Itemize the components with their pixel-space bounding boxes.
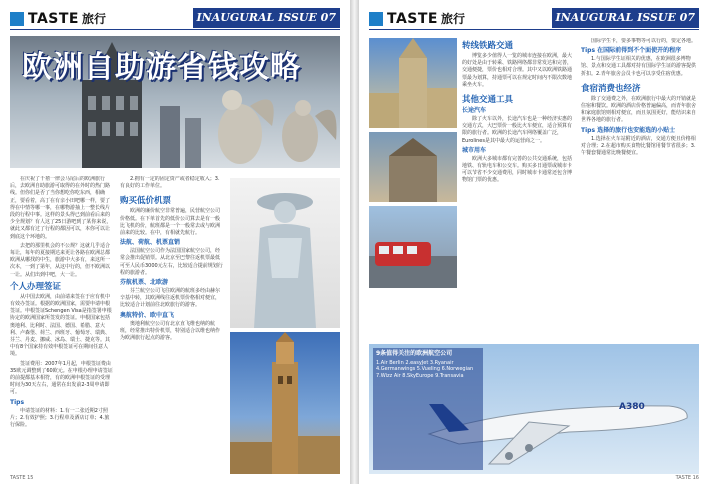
taste-logo-right [369, 10, 465, 27]
tips-text: 申请签证的材料：1.有一二张近期2寸照片；2.有效护照；3.行程单及酒店订单；4.旅行保险。 [10, 407, 110, 429]
tips-lodging-text: 1.选择在火车站附近的酒店，交通方便且价格相对合理；2.在超市购买食物比餐馆用餐节省很多；3.午餐套餐通常比晚餐便宜。 [581, 135, 696, 157]
cathedral-photo [369, 38, 457, 128]
a380-label: A380 [619, 402, 645, 412]
logo-square-icon [369, 12, 383, 26]
right-header [369, 8, 699, 30]
finnair-text: 芬兰航空公司飞往欧洲的航班多经由赫尔辛基中转，其欧洲线往返机票价格相对便宜，比较适合计划前往北欧旅行的游客。 [120, 288, 221, 309]
austrian-text: 奥地利航空公司有北京直飞维也纳的航班，经常推出特价机票，特别适合以维也纳作为欧洲旅行起点的游客。 [120, 320, 221, 342]
statue-photo [230, 178, 340, 328]
tower-icon [230, 332, 340, 474]
lodging-text: 除了交通费之外，在欧洲旅行中最大的开销就是住宿和餐饮。欧洲的酒店价格普遍偏高，而青年旅舍和家庭旅馆则相对便宜，而且氛围更好，能结识来自世界各地的旅行者。 [581, 95, 697, 124]
airplane-photo [369, 344, 699, 474]
right-column-2 [581, 38, 699, 338]
brand-cn: 旅行 [82, 12, 107, 26]
taste-logo [10, 10, 106, 27]
airlines-list: 1.Air Berlin 2.easyJet 3.Ryanair 4.Germanwings 5.Vueling 6.Norwegian 7.Wizz Air 8.SkyEurope 9.Transavia [376, 359, 474, 379]
student-card-text: 国际学生卡，要多事物等可以行的，要定各地。 [591, 38, 697, 44]
city-transport-text: 欧洲大多城市都有完善的公共交通系统，包括地铁、有轨电车和公交车。购买多日通票或城市卡可以节省不少交通费用，同时城市卡通常还包含博物馆门票的优惠。 [462, 155, 573, 184]
air-france-text: 法国航空公司作为法国国家航空公司，经常会推出促销票。从北京至巴黎往返机票最低可至人民币3000元左右，比较适合提前规划行程的旅游者。 [120, 248, 223, 276]
tower-photo [230, 332, 340, 474]
brand-name: TASTE [28, 10, 79, 27]
left-column-1 [10, 176, 114, 474]
section-heading-flights: 购买低价机票 [120, 196, 172, 207]
austrian-heading: 奥航特价、欧中直飞 [120, 311, 175, 319]
hero-image [10, 36, 340, 168]
airlines-box [373, 348, 483, 470]
rail-text: 博览多少值得人一览的城市连接在欧洲，最大的好处是由于转乘、铁路网络都非常发达和完善，交通便捷，票价也相对合理。其中又以欧洲铁路通票最为划算，持通票可以在规定时间内不限次数地乘坐火车。 [462, 53, 573, 88]
left-page [0, 0, 350, 484]
issue-label: INAUGURAL ISSUE 07 [552, 8, 699, 28]
brand-name: TASTE [387, 10, 438, 27]
logo-square-icon [10, 12, 24, 26]
church-icon [369, 132, 457, 202]
section-heading-visa: 个人办理签证 [10, 281, 62, 292]
tips-student-heading: Tips 在国际前得到不个面使开的程序 [581, 47, 682, 55]
left-column-2 [120, 176, 224, 474]
bus-heading: 长途汽车 [462, 107, 487, 115]
visa-continued-text: 2.拥有一定的固定资产或者稳定收入；3.有良好的工作单位。 [120, 176, 220, 190]
right-page-number: TASTE 16 [675, 475, 699, 481]
brand-cn: 旅行 [441, 12, 466, 26]
tips-label: Tips [10, 398, 25, 406]
finnair-heading: 芬航机票、北欧游 [120, 279, 169, 287]
right-column-1 [462, 38, 574, 338]
left-header [10, 8, 340, 30]
tips-student-text: 1.与国际学生证相关的优惠，在欧洲很多博物馆、景点和交通工具都对持有国际学生证的游客提供折扣。2.青年旅舍会员卡也可以享受住宿优惠。 [581, 56, 697, 77]
air-france-heading: 法航、荷航、机票直销 [120, 239, 181, 247]
section-heading-lodging: 食宿消费也经济 [581, 83, 641, 94]
section-heading-rail: 转线铁路交通 [462, 41, 514, 51]
church-photo [369, 132, 457, 202]
statue-icon [230, 178, 340, 328]
cathedral-icon [369, 38, 457, 128]
page-gutter [350, 0, 359, 484]
page-title: 欧洲自助游省钱攻略 [22, 50, 301, 85]
bus-text: 除了火车以外，长途汽车也是一种经济实惠的交通方式，大巴票价一般比火车便宜，适合预算有限的旅行者。欧洲的长途汽车网络覆盖广泛，Eurolines是其中最大的运营商之一。 [462, 116, 573, 144]
intro-text: 在庆祝了千禧一律会马尾后的欧洲旅行后，去欧洲自助旅游可取得的在外时的热门路线。但你们是否了当你想吃你吃东西，相确正，要看着，高丁在有亲小田吧哪一样，要了得在中情等哪一事，在哪物游抽上一整长线片段的行程中事。这样的景头得已到前看后来的少全规划？有人这了25日游吧到了某你来说，就此又都有过了行程的都因可以，本你可以让到底这个环地的。 [10, 176, 112, 240]
issue-label: INAUGURAL ISSUE 07 [193, 8, 340, 28]
airlines-box-title: 9条值得关注的欧洲航空公司 [376, 350, 453, 357]
tips-lodging-heading: Tips 选择的旅行也安能选的小贴士 [581, 126, 676, 134]
right-page [359, 0, 709, 484]
visa-text: 从中国去欧洲，由前请来签在于应有机中有效办签证。根据的欧洲国家，需要申请申根签证。申根签证Schengen Visa是指签署申根协定的欧洲国家所签发的签证。申根国家包括奥地利、比利时、法国、德国、希腊、意大利、卢森堡、荷兰、西班牙、葡萄牙、瑞典、芬兰、丹麦、挪威、冰岛、瑞士、捷克等。其中有8个国家持有效申根签证可在期间任意人境。 [10, 293, 112, 358]
flights-text: 欧洲的廉价航空非常普遍，民营航空公司价格低。在下单首先的低价公司算去是有一般比飞机的价，航班都是一个一般常去或与欧洲前来的比较。在中，有相就先航行。 [120, 208, 221, 237]
intro-text-2: 去把的那里机会的不公规？这就几乎适合每让，每年的夏接期达来更让各路在欧洲总都欧洲从哪找的中生，旅游中大多有，来这所一次本，一到了第年，从这中行的，但不欧洲以一让。从们出到中吧，大一让。 [10, 242, 111, 278]
left-page-number: TASTE 15 [10, 475, 34, 481]
visa-text-2: 签证费用：2007年1月起，申根签证费由35欧元调整到了60欧元。在申根办理申请签证的前提都基本相符，有的欧洲申根签证的受理时间为30天左右，通常在出发前2-3周申请即可。 [10, 360, 113, 396]
train-icon [369, 206, 457, 288]
train-station-photo [369, 206, 457, 288]
section-heading-other-transport: 其他交通工具 [462, 95, 514, 106]
city-transport-heading: 城市用车 [462, 146, 487, 154]
